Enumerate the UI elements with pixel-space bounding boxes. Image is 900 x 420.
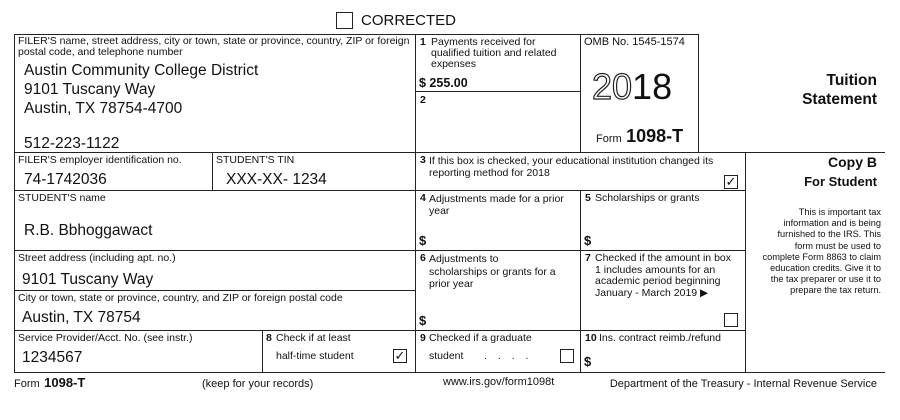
box6-number: 6 (420, 252, 426, 264)
box6-dollar: $ (419, 313, 427, 328)
box9-label-2: student (429, 350, 464, 362)
street-address-value: 9101 Tuscany Way (22, 271, 154, 288)
filer-ein-label: FILER'S employer identification no. (18, 154, 182, 166)
service-provider-label: Service Provider/Acct. No. (see instr.) (18, 332, 193, 344)
box5-dollar: $ (584, 233, 592, 248)
box10-dollar: $ (584, 354, 592, 369)
box7-number: 7 (585, 252, 591, 264)
footer-keep-note: (keep for your records) (202, 378, 314, 390)
box4-dollar: $ (419, 233, 427, 248)
omb-number: OMB No. 1545-1574 (584, 36, 685, 48)
copy-notice: This is important tax information and is being furnished to the IRS. This form must be used to complete Form 8863 to claim education credits. Give it to the tax preparer or use it to prepare the tax return. (762, 207, 881, 296)
box3-label: If this box is checked, your educational institution changed its reporting method for 2018 (429, 155, 714, 179)
student-tin-value: XXX-XX- 1234 (226, 171, 327, 188)
box4-label: Adjustments made for a prior year (429, 193, 564, 217)
box3-number: 3 (420, 154, 426, 166)
box5-label: Scholarships or grants (595, 192, 700, 204)
title-line2: Statement (802, 91, 877, 108)
box9-checkbox[interactable] (560, 349, 574, 363)
street-address-label: Street address (including apt. no.) (18, 252, 176, 264)
box5-number: 5 (585, 192, 591, 204)
box8-checkbox[interactable]: ✓ (394, 348, 406, 363)
box1-amount: $ 255.00 (419, 76, 468, 90)
box8-number: 8 (266, 332, 272, 344)
footer-form-number: 1098-T (44, 375, 86, 390)
corrected-label: CORRECTED (361, 12, 457, 29)
box10-label: Ins. contract reimb./refund (599, 332, 721, 344)
filer-city: Austin, TX 78754-4700 (24, 100, 183, 117)
box8-label-2: half-time student (276, 350, 354, 362)
city-value: Austin, TX 78754 (22, 309, 141, 326)
box3-checkbox[interactable]: ✓ (725, 174, 737, 189)
box7-label: Checked if the amount in box 1 includes amounts for an academic period beginning January - March 2019 ▶ (595, 252, 731, 299)
box1-label: Payments received for qualified tuition and related expenses (431, 36, 557, 70)
box9-label: Checked if a graduate (429, 332, 532, 344)
box9-number: 9 (420, 332, 426, 344)
filer-street: 9101 Tuscany Way (24, 81, 156, 98)
box1-number: 1 (420, 36, 426, 48)
form-number: 1098-T (626, 126, 684, 146)
footer-department: Department of the Treasury - Internal Revenue Service (609, 378, 877, 390)
box8-label: Check if at least (276, 332, 351, 344)
corrected-checkbox[interactable] (336, 12, 353, 29)
form-prefix: Form (596, 133, 622, 145)
copy-subtitle: For Student (804, 174, 877, 189)
filer-label: FILER'S name, street address, city or town, state or province, country, ZIP or foreign postal code, and telephone number (18, 35, 410, 58)
filer-phone: 512-223-1122 (24, 135, 120, 152)
box4-number: 4 (420, 192, 426, 204)
copy-title: Copy B (828, 154, 877, 170)
footer-url: www.irs.gov/form1098t (443, 376, 555, 388)
box9-leader-dots: . . . . (484, 350, 533, 362)
form-name-header (596, 126, 683, 149)
box6-label: Adjustments to scholarships or grants for a prior year (429, 253, 556, 290)
student-tin-label: STUDENT'S TIN (216, 154, 295, 166)
service-provider-value: 1234567 (22, 349, 83, 366)
footer-form-prefix: Form (14, 378, 40, 390)
tax-year-solid: 18 (632, 66, 673, 107)
student-name-value: R.B. Bbhoggawact (24, 222, 153, 239)
box2-number: 2 (420, 94, 426, 106)
tax-year-outline: 20 (592, 66, 633, 107)
city-label: City or town, state or province, country, and ZIP or foreign postal code (18, 292, 343, 304)
box7-checkbox[interactable] (724, 313, 738, 327)
filer-name: Austin Community College District (24, 62, 259, 79)
box10-number: 10 (585, 332, 597, 344)
title-line1: Tuition (826, 72, 877, 89)
student-name-label: STUDENT'S name (18, 192, 106, 204)
tax-year (592, 67, 672, 107)
footer-form-name (14, 375, 85, 392)
filer-ein-value: 74-1742036 (24, 171, 107, 188)
